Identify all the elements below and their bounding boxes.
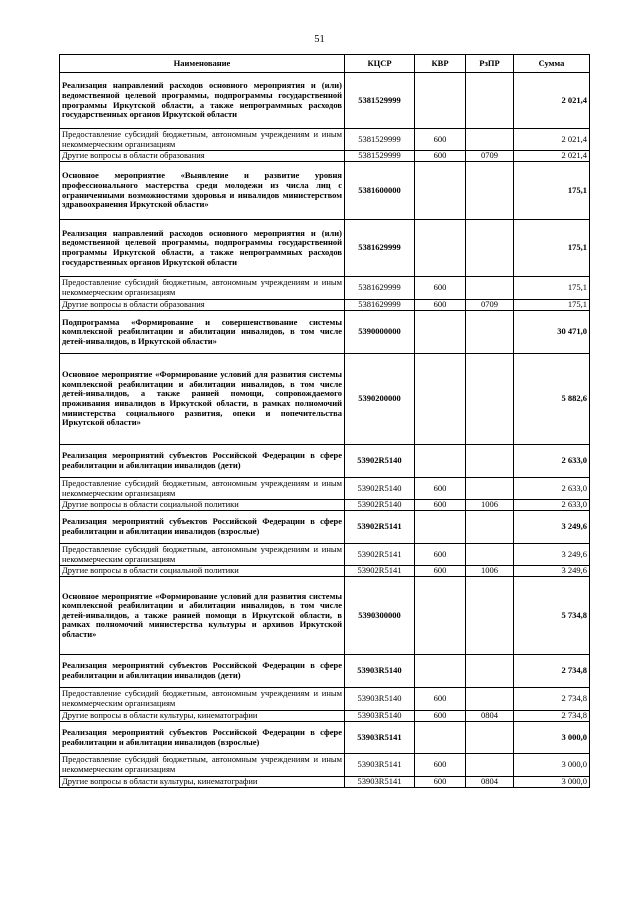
row-rzpr-cell <box>466 511 514 544</box>
row-name-cell: Предоставление субсидий бюджетным, автономным учреждениям и иным некоммерческим организациям <box>60 478 345 500</box>
table-row <box>60 722 590 754</box>
row-kcsr-cell: 53902R5140 <box>345 500 415 511</box>
row-kvr-cell <box>415 220 466 277</box>
row-sum-cell: 3 000,0 <box>514 722 590 754</box>
header-name: Наименование <box>60 55 345 73</box>
row-kvr-cell: 600 <box>415 500 466 511</box>
row-sum-cell: 5 882,6 <box>514 354 590 445</box>
row-rzpr-cell: 0709 <box>466 151 514 162</box>
row-kcsr-cell: 5381529999 <box>345 129 415 151</box>
row-rzpr-cell: 1006 <box>466 500 514 511</box>
row-rzpr-cell <box>466 722 514 754</box>
row-name-cell: Основное мероприятие «Формирование условий для развития системы комплексной реабилитации и абилитации инвалидов, в том числе детей-инвалидов, а также ранней помощи, сопровождаемого проживания инвалидов в Иркутской области, в рамках полномочий министерства социального развития, опеки и попечительства Иркутской области» <box>60 354 345 445</box>
row-kvr-cell: 600 <box>415 777 466 788</box>
row-kcsr-cell: 53903R5141 <box>345 722 415 754</box>
row-kvr-cell <box>415 511 466 544</box>
row-rzpr-cell <box>466 277 514 300</box>
row-kcsr-cell: 53903R5141 <box>345 754 415 777</box>
row-kcsr-cell: 5390000000 <box>345 311 415 354</box>
row-kvr-cell: 600 <box>415 129 466 151</box>
table-row <box>60 655 590 688</box>
table-row <box>60 566 590 577</box>
table-row <box>60 73 590 129</box>
row-kvr-cell <box>415 577 466 655</box>
table-row <box>60 577 590 655</box>
row-name-cell: Другие вопросы в области культуры, кинематографии <box>60 711 345 722</box>
row-sum-cell: 2 633,0 <box>514 500 590 511</box>
row-name-cell: Предоставление субсидий бюджетным, автономным учреждениям и иным некоммерческим организациям <box>60 277 345 300</box>
row-kcsr-cell: 53903R5140 <box>345 688 415 711</box>
row-name-cell: Другие вопросы в области образования <box>60 151 345 162</box>
row-name-cell: Другие вопросы в области социальной политики <box>60 566 345 577</box>
header-kcsr: КЦСР <box>345 55 415 73</box>
row-name-cell: Предоставление субсидий бюджетным, автономным учреждениям и иным некоммерческим организациям <box>60 129 345 151</box>
row-sum-cell: 2 633,0 <box>514 478 590 500</box>
row-sum-cell: 5 734,8 <box>514 577 590 655</box>
row-name-cell: Подпрограмма «Формирование и совершенствование системы комплексной реабилитации и абилитации инвалидов, в том числе детей-инвалидов, в Иркутской области» <box>60 311 345 354</box>
row-name-cell: Реализация мероприятий субъектов Российской Федерации в сфере реабилитации и абилитации инвалидов (взрослые) <box>60 722 345 754</box>
table-row <box>60 151 590 162</box>
row-kvr-cell <box>415 354 466 445</box>
row-kcsr-cell: 5381629999 <box>345 300 415 311</box>
row-kvr-cell <box>415 445 466 478</box>
row-kvr-cell: 600 <box>415 754 466 777</box>
row-sum-cell: 2 734,8 <box>514 655 590 688</box>
row-sum-cell: 175,1 <box>514 300 590 311</box>
row-rzpr-cell <box>466 754 514 777</box>
table-row <box>60 311 590 354</box>
row-kcsr-cell: 5381629999 <box>345 220 415 277</box>
table-header-row <box>60 55 590 73</box>
row-kvr-cell: 600 <box>415 544 466 566</box>
row-rzpr-cell: 0709 <box>466 300 514 311</box>
row-kcsr-cell: 53902R5141 <box>345 511 415 544</box>
row-sum-cell: 175,1 <box>514 220 590 277</box>
row-rzpr-cell <box>466 577 514 655</box>
row-kcsr-cell: 53902R5141 <box>345 544 415 566</box>
table-row <box>60 220 590 277</box>
row-rzpr-cell <box>466 129 514 151</box>
table-row <box>60 777 590 788</box>
table-row <box>60 511 590 544</box>
row-sum-cell: 3 249,6 <box>514 511 590 544</box>
row-kvr-cell: 600 <box>415 688 466 711</box>
row-kcsr-cell: 5381529999 <box>345 151 415 162</box>
table-row <box>60 754 590 777</box>
row-kcsr-cell: 5381529999 <box>345 73 415 129</box>
row-kcsr-cell: 53902R5140 <box>345 478 415 500</box>
table-row <box>60 478 590 500</box>
row-kvr-cell: 600 <box>415 300 466 311</box>
row-sum-cell: 2 633,0 <box>514 445 590 478</box>
row-rzpr-cell <box>466 220 514 277</box>
row-rzpr-cell <box>466 354 514 445</box>
row-rzpr-cell <box>466 162 514 220</box>
row-name-cell: Предоставление субсидий бюджетным, автономным учреждениям и иным некоммерческим организациям <box>60 544 345 566</box>
row-rzpr-cell: 0804 <box>466 777 514 788</box>
row-sum-cell: 30 471,0 <box>514 311 590 354</box>
row-rzpr-cell: 1006 <box>466 566 514 577</box>
row-name-cell: Реализация направлений расходов основного мероприятия и (или) ведомственной целевой программы, подпрограммы государственной программы Иркутской области, а также непрограммных расходов государственных органов Иркутской области <box>60 73 345 129</box>
row-name-cell: Основное мероприятие «Выявление и развитие уровня профессионального мастерства среди молодежи из числа лиц с ограниченными возможностями здоровья и инвалидов министерством здравоохранения Иркутской области» <box>60 162 345 220</box>
row-sum-cell: 175,1 <box>514 162 590 220</box>
header-rzpr: РзПР <box>466 55 514 73</box>
page-number: 51 <box>314 34 325 45</box>
row-name-cell: Реализация мероприятий субъектов Российской Федерации в сфере реабилитации и абилитации инвалидов (дети) <box>60 445 345 478</box>
row-kvr-cell: 600 <box>415 478 466 500</box>
row-name-cell: Реализация мероприятий субъектов Российской Федерации в сфере реабилитации и абилитации инвалидов (взрослые) <box>60 511 345 544</box>
row-kvr-cell: 600 <box>415 711 466 722</box>
row-kcsr-cell: 53903R5140 <box>345 711 415 722</box>
row-rzpr-cell <box>466 311 514 354</box>
row-kvr-cell: 600 <box>415 151 466 162</box>
row-kvr-cell <box>415 655 466 688</box>
row-name-cell: Другие вопросы в области культуры, кинематографии <box>60 777 345 788</box>
row-rzpr-cell <box>466 688 514 711</box>
table-row <box>60 544 590 566</box>
row-kvr-cell <box>415 73 466 129</box>
table-row <box>60 129 590 151</box>
row-sum-cell: 2 021,4 <box>514 151 590 162</box>
table-row <box>60 354 590 445</box>
row-kcsr-cell: 53903R5141 <box>345 777 415 788</box>
table-row <box>60 688 590 711</box>
row-kcsr-cell: 5390300000 <box>345 577 415 655</box>
row-kcsr-cell: 53902R5141 <box>345 566 415 577</box>
header-sum: Сумма <box>514 55 590 73</box>
row-kvr-cell <box>415 722 466 754</box>
row-rzpr-cell <box>466 655 514 688</box>
row-sum-cell: 2 021,4 <box>514 129 590 151</box>
table-row <box>60 711 590 722</box>
row-rzpr-cell: 0804 <box>466 711 514 722</box>
row-kcsr-cell: 5390200000 <box>345 354 415 445</box>
row-kvr-cell: 600 <box>415 566 466 577</box>
table-row <box>60 500 590 511</box>
table-row <box>60 445 590 478</box>
row-kcsr-cell: 5381629999 <box>345 277 415 300</box>
row-sum-cell: 2 021,4 <box>514 73 590 129</box>
row-sum-cell: 2 734,8 <box>514 711 590 722</box>
row-sum-cell: 3 249,6 <box>514 566 590 577</box>
row-rzpr-cell <box>466 73 514 129</box>
row-kvr-cell: 600 <box>415 277 466 300</box>
row-kvr-cell <box>415 311 466 354</box>
row-name-cell: Основное мероприятие «Формирование условий для развития системы комплексной реабилитации и абилитации инвалидов, в том числе детей-инвалидов, а также ранней помощи в Иркутской области, в рамках полномочий министерства культуры и архивов Иркутской области» <box>60 577 345 655</box>
row-name-cell: Реализация направлений расходов основного мероприятия и (или) ведомственной целевой программы, подпрограммы государственной программы Иркутской области, а также непрограммных расходов государственных органов Иркутской области <box>60 220 345 277</box>
row-sum-cell: 2 734,8 <box>514 688 590 711</box>
table-row <box>60 277 590 300</box>
row-name-cell: Реализация мероприятий субъектов Российской Федерации в сфере реабилитации и абилитации инвалидов (дети) <box>60 655 345 688</box>
row-name-cell: Другие вопросы в области социальной политики <box>60 500 345 511</box>
row-sum-cell: 3 000,0 <box>514 754 590 777</box>
row-kcsr-cell: 5381600000 <box>345 162 415 220</box>
row-rzpr-cell <box>466 478 514 500</box>
row-name-cell: Предоставление субсидий бюджетным, автономным учреждениям и иным некоммерческим организациям <box>60 688 345 711</box>
row-kvr-cell <box>415 162 466 220</box>
table-body <box>60 73 590 788</box>
header-kvr: КВР <box>415 55 466 73</box>
row-sum-cell: 3 000,0 <box>514 777 590 788</box>
row-name-cell: Предоставление субсидий бюджетным, автономным учреждениям и иным некоммерческим организациям <box>60 754 345 777</box>
row-kcsr-cell: 53903R5140 <box>345 655 415 688</box>
budget-table <box>59 54 590 788</box>
row-name-cell: Другие вопросы в области образования <box>60 300 345 311</box>
row-sum-cell: 175,1 <box>514 277 590 300</box>
row-rzpr-cell <box>466 544 514 566</box>
table-row <box>60 162 590 220</box>
row-sum-cell: 3 249,6 <box>514 544 590 566</box>
table-row <box>60 300 590 311</box>
row-kcsr-cell: 53902R5140 <box>345 445 415 478</box>
row-rzpr-cell <box>466 445 514 478</box>
